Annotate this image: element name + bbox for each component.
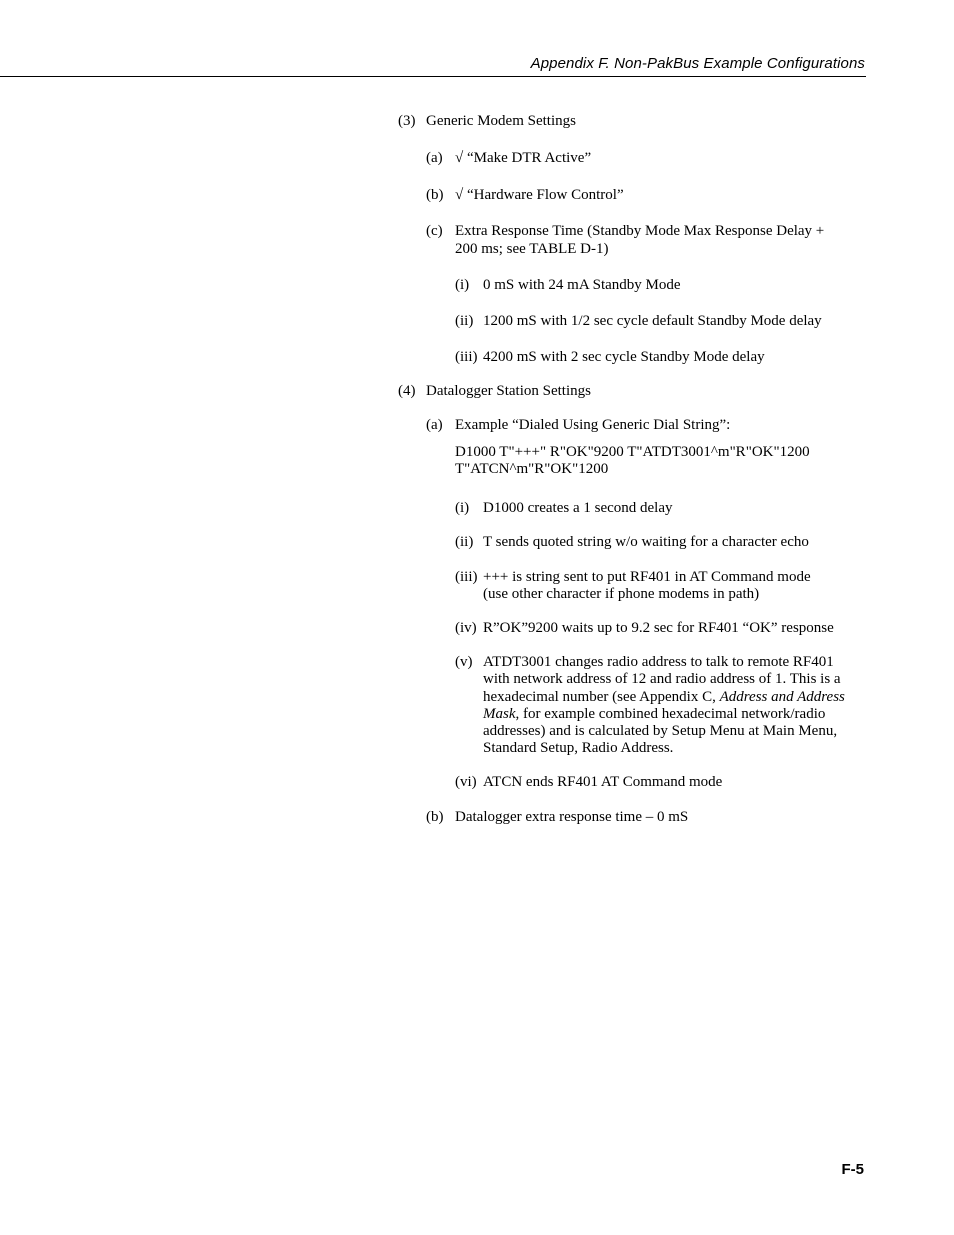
item-3a-text: √ “Make DTR Active” (455, 150, 592, 166)
item-4a-v-line6: Standard Setup, Radio Address. (483, 740, 674, 756)
item-4a-vi-label: (vi) (455, 774, 477, 790)
item-4a-label: (a) (426, 417, 443, 433)
item-4a-iv-label: (iv) (455, 620, 477, 636)
address-mask-reference: Address and Address (719, 689, 845, 705)
item-4a-v-line1: ATDT3001 changes radio address to talk to remote RF401 (483, 654, 834, 670)
item-3c-iii-text: 4200 mS with 2 sec cycle Standby Mode delay (483, 349, 765, 365)
page-header-title: Appendix F. Non-PakBus Example Configurations (530, 55, 865, 72)
item-4a-v-line2: with network address of 12 and radio address of 1. This is a (483, 671, 841, 687)
item-4a-v-line4 (483, 706, 825, 723)
item-3c-iii-label: (iii) (455, 349, 478, 365)
item-4a-i-label: (i) (455, 500, 470, 516)
item-4b-label: (b) (426, 809, 444, 825)
item-4a-iii-line2: (use other character if phone modems in path) (483, 586, 760, 602)
item-4a-v-line4-text: , for example combined hexadecimal network/radio (515, 706, 826, 722)
item-4a-iv-text: R”OK”9200 waits up to 9.2 sec for RF401 “OK” response (483, 620, 834, 636)
item-3-label: (3) (398, 113, 416, 129)
item-4a-i-text: D1000 creates a 1 second delay (483, 500, 673, 516)
item-3c-i-label: (i) (455, 277, 470, 293)
item-4b-text: Datalogger extra response time – 0 mS (455, 809, 689, 825)
dial-string-line1: D1000 T"+++" R"OK"9200 T"ATDT3001^m"R"OK"1200 (455, 444, 810, 460)
item-3-text: Generic Modem Settings (426, 113, 576, 129)
item-3b-text: √ “Hardware Flow Control” (455, 187, 624, 203)
item-4a-iii-line1: +++ is string sent to put RF401 in AT Command mode (483, 569, 811, 585)
item-4a-v-line3-text: hexadecimal number (see Appendix C, (483, 689, 720, 705)
item-4-label: (4) (398, 383, 416, 399)
item-4a-ii-label: (ii) (455, 534, 474, 550)
address-mask-reference-cont: Mask (483, 706, 516, 722)
item-3a-label: (a) (426, 150, 443, 166)
item-4a-v-line3 (483, 689, 845, 706)
page-number: F-5 (841, 1161, 864, 1178)
item-3c-line2: 200 ms; see TABLE D-1) (455, 241, 609, 257)
item-3c-ii-label: (ii) (455, 313, 474, 329)
item-4a-iii-label: (iii) (455, 569, 478, 585)
item-4a-text: Example “Dialed Using Generic Dial String”: (455, 417, 731, 433)
item-3c-i-text: 0 mS with 24 mA Standby Mode (483, 277, 681, 293)
item-3c-line1: Extra Response Time (Standby Mode Max Response Delay + (455, 223, 825, 239)
item-4a-v-line5: addresses) and is calculated by Setup Menu at Main Menu, (483, 723, 838, 739)
header-divider (0, 76, 866, 77)
item-4a-vi-text: ATCN ends RF401 AT Command mode (483, 774, 723, 790)
item-3c-ii-text: 1200 mS with 1/2 sec cycle default Standby Mode delay (483, 313, 822, 329)
item-4a-v-label: (v) (455, 654, 473, 670)
item-4a-ii-text: T sends quoted string w/o waiting for a character echo (483, 534, 809, 550)
item-3c-label: (c) (426, 223, 443, 239)
item-3b-label: (b) (426, 187, 444, 203)
dial-string-line2: T"ATCN^m"R"OK"1200 (455, 461, 609, 477)
item-4-text: Datalogger Station Settings (426, 383, 591, 399)
